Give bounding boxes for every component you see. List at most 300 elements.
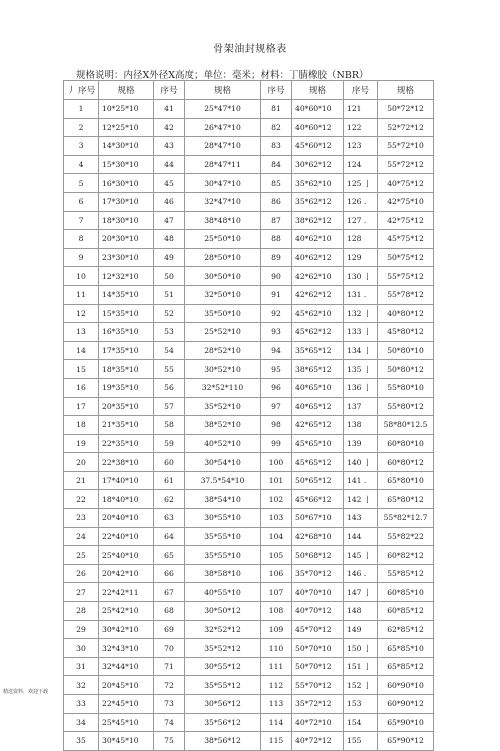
serial-cell: 28 xyxy=(64,602,99,621)
spec-note: 规格说明：内径X外径X高度；单位：毫米；材料：丁腈橡胶（NBR） xyxy=(76,70,369,81)
table-row xyxy=(64,341,434,360)
spec-cell: 40*60*10 xyxy=(292,100,344,119)
spec-cell: 35*56*12 xyxy=(185,713,261,732)
serial-cell: 74 xyxy=(154,713,185,732)
table-header-row xyxy=(64,81,434,100)
spec-cell: 32*44*10 xyxy=(99,657,154,676)
spec-cell: 38*48*10 xyxy=(185,211,261,230)
spec-cell: 22*35*10 xyxy=(99,434,154,453)
spec-cell: 55*82*12.7 xyxy=(378,509,434,528)
serial-cell: 154 xyxy=(344,713,378,732)
serial-cell: 126 . xyxy=(344,192,378,211)
spec-cell: 20*42*10 xyxy=(99,564,154,583)
serial-cell: 97 xyxy=(261,397,292,416)
spec-cell: 20*45*10 xyxy=(99,676,154,695)
spec-cell: 32*47*10 xyxy=(185,192,261,211)
spec-cell: 50*80*10 xyxy=(378,341,434,360)
spec-cell: 60*85*10 xyxy=(378,583,434,602)
serial-cell: 73 xyxy=(154,695,185,714)
table-row xyxy=(64,713,434,732)
spec-cell: 32*43*10 xyxy=(99,639,154,658)
spec-cell: 35*50*10 xyxy=(185,304,261,323)
serial-cell: 153 xyxy=(344,695,378,714)
serial-cell: 129 xyxy=(344,248,378,267)
table-row xyxy=(64,509,434,528)
spec-cell: 28*50*10 xyxy=(185,248,261,267)
table-row xyxy=(64,230,434,249)
serial-cell: 147 亅 xyxy=(344,583,378,602)
spec-cell: 25*45*10 xyxy=(99,713,154,732)
serial-cell: 9 xyxy=(64,248,99,267)
serial-cell: 109 xyxy=(261,620,292,639)
spec-cell: 40*62*12 xyxy=(292,248,344,267)
serial-cell: 150 亅 xyxy=(344,639,378,658)
serial-cell: 17 xyxy=(64,397,99,416)
serial-cell: 131 . xyxy=(344,285,378,304)
serial-cell: 35 xyxy=(64,732,99,751)
table-row xyxy=(64,602,434,621)
spec-cell: 30*55*10 xyxy=(185,509,261,528)
serial-cell: 132 亅 xyxy=(344,304,378,323)
serial-cell: 135 亅 xyxy=(344,360,378,379)
serial-cell: 41 xyxy=(154,100,185,119)
spec-cell: 50*65*12 xyxy=(292,471,344,490)
header-spec: 规格 xyxy=(292,81,344,100)
spec-cell: 14*35*10 xyxy=(99,285,154,304)
spec-cell: 32*52*12 xyxy=(185,620,261,639)
serial-cell: 86 xyxy=(261,192,292,211)
serial-cell: 125 亅 xyxy=(344,174,378,193)
spec-cell: 30*47*10 xyxy=(185,174,261,193)
spec-cell: 40*70*12 xyxy=(292,602,344,621)
spec-cell: 40*62*10 xyxy=(292,230,344,249)
spec-cell: 37.5*54*10 xyxy=(185,471,261,490)
table-row xyxy=(64,416,434,435)
serial-cell: 100 xyxy=(261,453,292,472)
spec-cell: 38*56*12 xyxy=(185,732,261,751)
serial-cell: 53 xyxy=(154,323,185,342)
spec-cell: 22*38*10 xyxy=(99,453,154,472)
spec-cell: 30*45*10 xyxy=(99,732,154,751)
spec-cell: 55*70*12 xyxy=(292,676,344,695)
header-spec: 规格 xyxy=(99,81,154,100)
spec-cell: 30*56*12 xyxy=(185,695,261,714)
serial-cell: 3 xyxy=(64,137,99,156)
serial-cell: 55 xyxy=(154,360,185,379)
spec-cell: 15*30*10 xyxy=(99,155,154,174)
serial-cell: 85 xyxy=(261,174,292,193)
serial-cell: 110 xyxy=(261,639,292,658)
serial-cell: 14 xyxy=(64,341,99,360)
spec-cell: 42*65*12 xyxy=(292,416,344,435)
spec-cell: 42*68*10 xyxy=(292,527,344,546)
spec-cell: 50*70*10 xyxy=(292,639,344,658)
serial-cell: 25 xyxy=(64,546,99,565)
serial-cell: 146 . xyxy=(344,564,378,583)
serial-cell: 122 xyxy=(344,118,378,137)
table-row xyxy=(64,267,434,286)
serial-cell: 18 xyxy=(64,416,99,435)
serial-cell: 106 xyxy=(261,564,292,583)
serial-cell: 45 xyxy=(154,174,185,193)
spec-cell: 35*62*10 xyxy=(292,174,344,193)
serial-cell: 152 亅 xyxy=(344,676,378,695)
table-row xyxy=(64,657,434,676)
serial-cell: 72 xyxy=(154,676,185,695)
spec-cell: 35*70*12 xyxy=(292,564,344,583)
spec-cell: 45*62*12 xyxy=(292,323,344,342)
table-row xyxy=(64,676,434,695)
serial-cell: 69 xyxy=(154,620,185,639)
serial-cell: 34 xyxy=(64,713,99,732)
spec-cell: 40*72*10 xyxy=(292,713,344,732)
serial-cell: 48 xyxy=(154,230,185,249)
serial-cell: 113 xyxy=(261,695,292,714)
serial-cell: 105 xyxy=(261,546,292,565)
spec-cell: 35*52*10 xyxy=(185,397,261,416)
spec-cell: 45*66*12 xyxy=(292,490,344,509)
serial-cell: 6 xyxy=(64,192,99,211)
spec-cell: 23*30*10 xyxy=(99,248,154,267)
spec-cell: 25*52*10 xyxy=(185,323,261,342)
serial-cell: 140 亅 xyxy=(344,453,378,472)
spec-cell: 60*85*12 xyxy=(378,602,434,621)
spec-cell: 50*70*12 xyxy=(292,657,344,676)
header-serial: 序号 xyxy=(261,81,292,100)
spec-cell: 25*40*10 xyxy=(99,546,154,565)
spec-cell: 18*40*10 xyxy=(99,490,154,509)
serial-cell: 121 xyxy=(344,100,378,119)
serial-cell: 54 xyxy=(154,341,185,360)
table-row xyxy=(64,323,434,342)
spec-cell: 18*35*10 xyxy=(99,360,154,379)
spec-cell: 28*52*10 xyxy=(185,341,261,360)
serial-cell: 136 亅 xyxy=(344,378,378,397)
serial-cell: 139 xyxy=(344,434,378,453)
serial-cell: 65 xyxy=(154,546,185,565)
serial-cell: 115 xyxy=(261,732,292,751)
serial-cell: 93 xyxy=(261,323,292,342)
spec-cell: 30*55*12 xyxy=(185,657,261,676)
table-row xyxy=(64,546,434,565)
spec-cell: 55*72*10 xyxy=(378,137,434,156)
spec-cell: 30*62*12 xyxy=(292,155,344,174)
spec-cell: 40*75*12 xyxy=(378,174,434,193)
table-row xyxy=(64,118,434,137)
spec-cell: 40*80*12 xyxy=(378,304,434,323)
spec-cell: 45*65*10 xyxy=(292,434,344,453)
serial-cell: 31 xyxy=(64,657,99,676)
spec-cell: 45*70*12 xyxy=(292,620,344,639)
table-row xyxy=(64,137,434,156)
spec-cell: 55*80*12 xyxy=(378,397,434,416)
serial-cell: 30 xyxy=(64,639,99,658)
spec-cell: 26*47*10 xyxy=(185,118,261,137)
spec-cell: 50*80*12 xyxy=(378,360,434,379)
table-row xyxy=(64,155,434,174)
spec-cell: 35*52*12 xyxy=(185,639,261,658)
serial-cell: 123 xyxy=(344,137,378,156)
spec-cell: 30*42*10 xyxy=(99,620,154,639)
serial-cell: 42 xyxy=(154,118,185,137)
spec-cell: 35*65*12 xyxy=(292,341,344,360)
serial-cell: 33 xyxy=(64,695,99,714)
serial-cell: 29 xyxy=(64,620,99,639)
spec-cell: 42*62*12 xyxy=(292,285,344,304)
header-spec: 规格 xyxy=(378,81,434,100)
serial-cell: 134 亅 xyxy=(344,341,378,360)
spec-cell: 55*80*10 xyxy=(378,378,434,397)
spec-cell: 17*40*10 xyxy=(99,471,154,490)
serial-cell: 67 xyxy=(154,583,185,602)
page-title: 骨架油封规格表 xyxy=(213,44,287,55)
table-row xyxy=(64,285,434,304)
spec-cell: 40*65*10 xyxy=(292,378,344,397)
spec-cell: 30*50*10 xyxy=(185,267,261,286)
table-row xyxy=(64,620,434,639)
serial-cell: 64 xyxy=(154,527,185,546)
header-serial: 序号 xyxy=(154,81,185,100)
spec-cell: 20*30*10 xyxy=(99,230,154,249)
serial-cell: 10 xyxy=(64,267,99,286)
serial-cell: 151 亅 xyxy=(344,657,378,676)
spec-cell: 22*42*11 xyxy=(99,583,154,602)
serial-cell: 70 xyxy=(154,639,185,658)
serial-cell: 66 xyxy=(154,564,185,583)
serial-cell: 27 xyxy=(64,583,99,602)
serial-cell: 13 xyxy=(64,323,99,342)
serial-cell: 11 xyxy=(64,285,99,304)
serial-cell: 68 xyxy=(154,602,185,621)
serial-cell: 75 xyxy=(154,732,185,751)
spec-cell: 28*47*10 xyxy=(185,137,261,156)
serial-cell: 7 xyxy=(64,211,99,230)
table-row xyxy=(64,211,434,230)
spec-cell: 22*45*10 xyxy=(99,695,154,714)
serial-cell: 99 xyxy=(261,434,292,453)
spec-cell: 19*35*10 xyxy=(99,378,154,397)
serial-cell: 43 xyxy=(154,137,185,156)
table-row xyxy=(64,174,434,193)
serial-cell: 137 xyxy=(344,397,378,416)
spec-cell: 12*25*10 xyxy=(99,118,154,137)
serial-cell: 82 xyxy=(261,118,292,137)
spec-cell: 25*42*10 xyxy=(99,602,154,621)
serial-cell: 96 xyxy=(261,378,292,397)
spec-cell: 45*75*12 xyxy=(378,230,434,249)
spec-cell: 55*75*12 xyxy=(378,267,434,286)
spec-cell: 42*75*12 xyxy=(378,211,434,230)
serial-cell: 143 xyxy=(344,509,378,528)
serial-cell: 102 xyxy=(261,490,292,509)
serial-cell: 5 xyxy=(64,174,99,193)
spec-cell: 10*25*10 xyxy=(99,100,154,119)
serial-cell: 16 xyxy=(64,378,99,397)
serial-cell: 114 xyxy=(261,713,292,732)
spec-cell: 60*90*12 xyxy=(378,695,434,714)
serial-cell: 8 xyxy=(64,230,99,249)
serial-cell: 90 xyxy=(261,267,292,286)
serial-cell: 124 xyxy=(344,155,378,174)
table-row xyxy=(64,453,434,472)
serial-cell: 58 xyxy=(154,416,185,435)
spec-cell: 55*78*12 xyxy=(378,285,434,304)
spec-cell: 65*80*10 xyxy=(378,471,434,490)
spec-cell: 42*75*10 xyxy=(378,192,434,211)
serial-cell: 60 xyxy=(154,453,185,472)
serial-cell: 56 xyxy=(154,378,185,397)
serial-cell: 1 xyxy=(64,100,99,119)
spec-cell: 17*35*10 xyxy=(99,341,154,360)
spec-cell: 38*52*10 xyxy=(185,416,261,435)
serial-cell: 103 xyxy=(261,509,292,528)
spec-cell: 18*30*10 xyxy=(99,211,154,230)
spec-cell: 35*55*10 xyxy=(185,546,261,565)
spec-cell: 16*30*10 xyxy=(99,174,154,193)
serial-cell: 128 xyxy=(344,230,378,249)
spec-cell: 60*80*12 xyxy=(378,453,434,472)
table-row xyxy=(64,564,434,583)
serial-cell: 47 xyxy=(154,211,185,230)
serial-cell: 46 xyxy=(154,192,185,211)
table-row xyxy=(64,732,434,751)
spec-cell: 40*65*12 xyxy=(292,397,344,416)
serial-cell: 133 亅 xyxy=(344,323,378,342)
table-row xyxy=(64,434,434,453)
spec-cell: 65*80*12 xyxy=(378,490,434,509)
spec-cell: 65*85*12 xyxy=(378,657,434,676)
serial-cell: 59 xyxy=(154,434,185,453)
spec-cell: 40*55*10 xyxy=(185,583,261,602)
serial-cell: 23 xyxy=(64,509,99,528)
serial-cell: 51 xyxy=(154,285,185,304)
spec-cell: 50*75*12 xyxy=(378,248,434,267)
header-serial: 序号 xyxy=(344,81,378,100)
spec-cell: 55*85*12 xyxy=(378,564,434,583)
serial-cell: 12 xyxy=(64,304,99,323)
spec-cell: 21*35*10 xyxy=(99,416,154,435)
serial-cell: 84 xyxy=(261,155,292,174)
serial-cell: 148 xyxy=(344,602,378,621)
spec-cell: 20*35*10 xyxy=(99,397,154,416)
spec-cell: 45*80*12 xyxy=(378,323,434,342)
spec-cell: 20*40*10 xyxy=(99,509,154,528)
spec-cell: 25*50*10 xyxy=(185,230,261,249)
table-row xyxy=(64,695,434,714)
table-row xyxy=(64,397,434,416)
serial-cell: 130 亅 xyxy=(344,267,378,286)
serial-cell: 92 xyxy=(261,304,292,323)
serial-cell: 145 亅 xyxy=(344,546,378,565)
spec-cell: 15*35*10 xyxy=(99,304,154,323)
serial-cell: 88 xyxy=(261,230,292,249)
spec-cell: 35*72*12 xyxy=(292,695,344,714)
table-row xyxy=(64,248,434,267)
spec-cell: 16*35*10 xyxy=(99,323,154,342)
serial-cell: 50 xyxy=(154,267,185,286)
spec-cell: 58*80*12.5 xyxy=(378,416,434,435)
serial-cell: 63 xyxy=(154,509,185,528)
serial-cell: 138 xyxy=(344,416,378,435)
spec-cell: 40*60*12 xyxy=(292,118,344,137)
table-row xyxy=(64,490,434,509)
spec-cell: 65*85*10 xyxy=(378,639,434,658)
spec-cell: 38*62*12 xyxy=(292,211,344,230)
table-row xyxy=(64,100,434,119)
spec-cell: 38*65*12 xyxy=(292,360,344,379)
spec-cell: 32*52*110 xyxy=(185,378,261,397)
spec-cell: 50*68*12 xyxy=(292,546,344,565)
spec-cell: 28*47*11 xyxy=(185,155,261,174)
serial-cell: 98 xyxy=(261,416,292,435)
serial-cell: 22 xyxy=(64,490,99,509)
spec-cell: 45*60*12 xyxy=(292,137,344,156)
serial-cell: 91 xyxy=(261,285,292,304)
serial-cell: 101 xyxy=(261,471,292,490)
table-row xyxy=(64,527,434,546)
spec-cell: 50*72*12 xyxy=(378,100,434,119)
serial-cell: 81 xyxy=(261,100,292,119)
spec-cell: 45*62*10 xyxy=(292,304,344,323)
spec-cell: 38*58*10 xyxy=(185,564,261,583)
spec-cell: 14*30*10 xyxy=(99,137,154,156)
spec-table xyxy=(63,80,434,751)
serial-cell: 19 xyxy=(64,434,99,453)
serial-cell: 71 xyxy=(154,657,185,676)
serial-cell: 32 xyxy=(64,676,99,695)
serial-cell: 107 xyxy=(261,583,292,602)
spec-cell: 60*80*10 xyxy=(378,434,434,453)
serial-cell: 127 . xyxy=(344,211,378,230)
spec-cell: 40*70*10 xyxy=(292,583,344,602)
spec-cell: 30*50*12 xyxy=(185,602,261,621)
spec-cell: 40*52*10 xyxy=(185,434,261,453)
serial-cell: 155 xyxy=(344,732,378,751)
spec-cell: 62*85*12 xyxy=(378,620,434,639)
spec-cell: 60*90*10 xyxy=(378,676,434,695)
spec-cell: 40*72*12 xyxy=(292,732,344,751)
serial-cell: 141 . xyxy=(344,471,378,490)
table-row xyxy=(64,639,434,658)
table-row xyxy=(64,192,434,211)
spec-cell: 25*47*10 xyxy=(185,100,261,119)
table-row xyxy=(64,471,434,490)
serial-cell: 52 xyxy=(154,304,185,323)
serial-cell: 87 xyxy=(261,211,292,230)
serial-cell: 26 xyxy=(64,564,99,583)
serial-cell: 62 xyxy=(154,490,185,509)
spec-cell: 52*72*12 xyxy=(378,118,434,137)
table-row xyxy=(64,360,434,379)
spec-cell: 22*40*10 xyxy=(99,527,154,546)
spec-cell: 65*90*12 xyxy=(378,732,434,751)
spec-cell: 55*82*22 xyxy=(378,527,434,546)
spec-cell: 45*65*12 xyxy=(292,453,344,472)
table-row xyxy=(64,583,434,602)
spec-cell: 55*72*12 xyxy=(378,155,434,174)
spec-cell: 38*54*10 xyxy=(185,490,261,509)
serial-cell: 20 xyxy=(64,453,99,472)
spec-cell: 42*62*10 xyxy=(292,267,344,286)
header-serial: 丿 序号 xyxy=(64,81,99,100)
serial-cell: 108 xyxy=(261,602,292,621)
spec-cell: 65*90*10 xyxy=(378,713,434,732)
serial-cell: 83 xyxy=(261,137,292,156)
spec-cell: 30*54*10 xyxy=(185,453,261,472)
serial-cell: 61 xyxy=(154,471,185,490)
serial-cell: 49 xyxy=(154,248,185,267)
table-row xyxy=(64,304,434,323)
